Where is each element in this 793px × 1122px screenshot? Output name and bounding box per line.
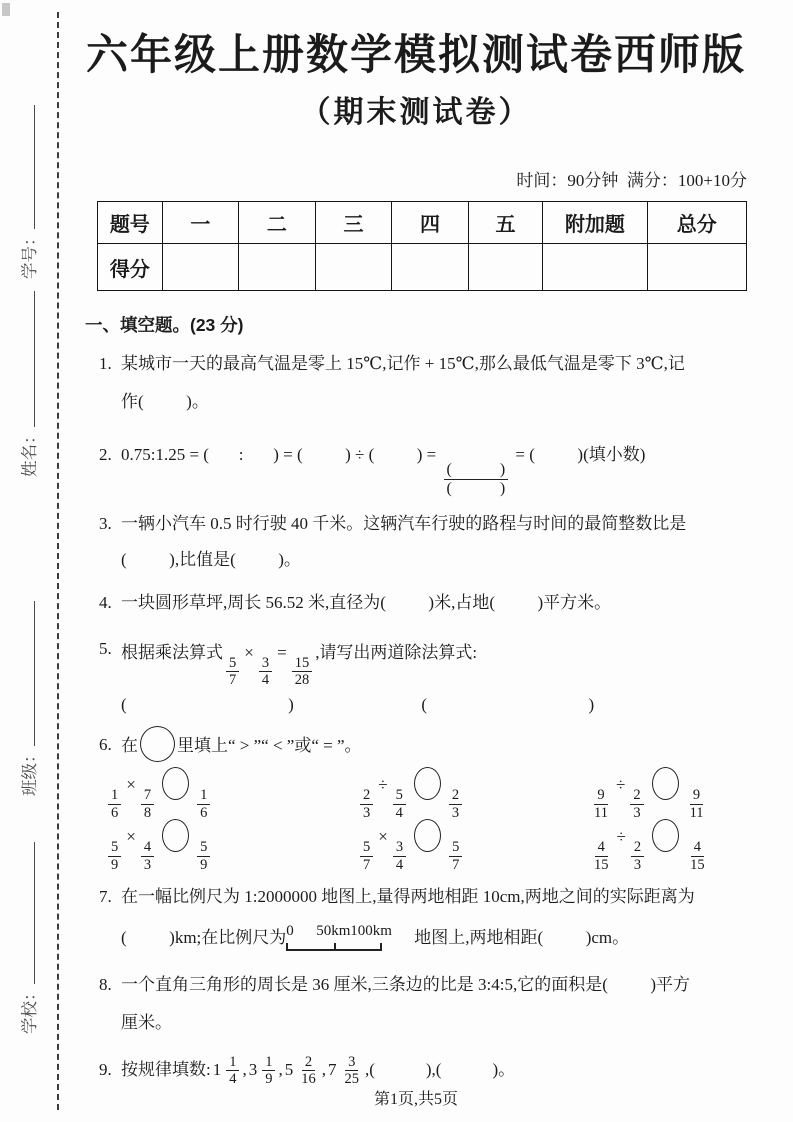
question-3-number: 3. [99,513,112,533]
fill-circle [140,726,175,762]
school-label: 学校： [20,984,39,1034]
question-5 [85,630,747,720]
score-cell [468,244,543,291]
fraction: $\frac{5}{9}$ [108,839,121,872]
score-table-header-row [98,202,747,244]
fraction: $\frac{1}{6}$ [197,787,210,820]
comparison-circle [652,767,679,800]
fraction: $\frac{2}{3}$ [449,787,462,820]
question-3-text-line2: ( ),比值是( )。 [121,549,301,569]
name-blank-line [20,292,35,428]
score-label: 得分 [98,244,163,291]
fraction: 3 25 [344,1053,359,1087]
fraction-denominator: ( ) [446,479,506,497]
page-subtitle: （期末测试卷） [300,96,532,129]
page-number: 第1页,共5页 [373,1091,458,1108]
mixed-number: 1 1 4 [213,1046,243,1094]
question-4 [85,584,747,622]
question-2-text: 0.75:1.25 = ( : ) = ( ) ÷ ( ) = [121,445,441,464]
fraction-numerator: 15 [292,655,313,672]
col-one: 一 [162,202,239,244]
question-1-text-line1: 某城市一天的最高气温是零上 15℃,记作 + 15℃,那么最低气温是零下 3℃,记 [121,354,685,373]
fraction-numerator: ( ) [444,461,509,480]
question-4-number: 4. [99,592,112,612]
comma: , [242,1060,247,1080]
multiply-sign: × [244,642,254,662]
question-7-number: 7. [99,887,112,907]
question-5-text-post: ,请写出两道除法算式: [315,642,478,662]
compare-expression [105,766,357,820]
question-2-number: 2. [99,445,112,464]
paren-fraction [444,461,509,498]
question-7-text-line2b: 地图上,两地相距( )cm。 [414,928,630,948]
compare-expression [588,766,747,820]
fraction: $\frac{1}{6}$ [108,787,121,820]
question-7-text-line1: 在一幅比例尺为 1:2000000 地图上,量得两地相距 10cm,两地之间的实际距离为 [121,887,695,907]
fraction: $\frac{2}{3}$ [360,787,373,820]
fraction: $\frac{2}{3}$ [631,839,644,872]
question-9-number: 9. [99,1060,112,1080]
comparison-circle [414,819,441,852]
class-field [16,602,40,797]
col-two: 二 [239,202,316,244]
student-id-field [16,106,40,280]
question-6 [85,726,747,873]
question-8 [85,966,747,1042]
fraction-numerator: 3 [259,655,272,672]
scale-label-100km: 100km [350,923,392,940]
name-field [16,292,40,478]
score-cell [392,244,469,291]
col-question-number: 题号 [98,202,163,244]
compare-expression [105,818,357,872]
question-2 [85,431,747,498]
fraction: $\frac{9}{11}$ [594,787,608,821]
mixed-number: 7 3 25 [328,1046,365,1094]
left-margin-strip [0,0,56,1122]
question-5-statement [121,630,747,688]
score-table [97,201,747,291]
comma: , [321,1060,326,1080]
question-4-text: 一块圆形草坪,周长 56.52 米,直径为( )米,占地( )平方米。 [121,592,612,612]
fraction-denominator: 28 [294,672,310,689]
col-three: 三 [315,202,392,244]
comparison-circle [162,819,189,852]
mixed-number: 5 2 16 [285,1046,322,1094]
score-cell [543,244,647,291]
question-5-text: 根据乘法算式 [121,642,223,662]
fraction: $\frac{5}{4}$ [393,787,406,820]
answer-blank: ( ) [121,695,294,715]
operator: × [126,827,136,847]
question-8-text-line1: 一个直角三角形的周长是 36 厘米,三条边的比是 3:4:5,它的面积是( )平方 [121,975,691,995]
scale-label-50km: 50km [316,923,351,940]
operator: ÷ [615,775,626,795]
fraction: 2 16 [301,1053,316,1087]
question-7-text-line2a: ( )km;在比例尺为 [121,928,287,948]
name-label: 姓名： [20,427,39,477]
comparison-circle [652,819,679,852]
fraction: 1 4 [226,1054,239,1087]
question-1 [85,345,747,421]
col-bonus: 附加题 [543,202,647,244]
compare-expression [357,818,588,872]
operator: ÷ [616,827,626,847]
operator: × [126,775,136,795]
equals-sign: = [277,642,287,662]
question-7 [85,878,747,960]
fraction: $\frac{9}{11}$ [689,787,704,821]
scale-mid-tick [334,943,336,951]
question-3 [85,506,747,578]
question-5-number: 5. [99,638,112,658]
operator: ÷ [378,775,388,795]
fold-dashed-line [57,12,59,1110]
question-6-text-post: 里填上“ > ”“ < ”或“ = ”。 [177,736,362,756]
question-6-instruction [121,726,747,766]
compare-expression [357,766,588,820]
fraction: $\frac{7}{8}$ [141,787,154,820]
student-id-blank-line [20,106,35,230]
page-title: 六年级上册数学模拟测试卷西师版 [85,33,746,79]
fraction: $\frac{5}{7}$ [449,839,462,872]
comparison-circle [162,767,189,800]
fraction-numerator: 5 [226,655,239,672]
question-8-number: 8. [99,975,112,995]
question-2-text-post: = ( )(填小数) [511,445,646,464]
score-cell [315,244,392,291]
score-cell [647,244,746,291]
question-9-text: 按规律填数: [121,1060,211,1080]
fraction-15-28 [292,655,313,688]
fraction: $\frac{4}{15}$ [594,839,609,873]
col-five: 五 [468,202,543,244]
scale-label-0: 0 [286,923,294,940]
question-6-number: 6. [99,735,112,755]
comma: , [364,1060,370,1080]
fraction: $\frac{5}{7}$ [360,839,373,872]
time-score-info: 时间：90分钟 满分：100+10分 [516,171,747,190]
school-field [16,843,40,1035]
question-9-answer-blanks: ( ),( )。 [369,1060,516,1080]
question-6-row-2 [105,818,747,873]
fraction: $\frac{5}{9}$ [197,839,210,872]
mixed-number: 3 1 9 [249,1046,279,1094]
fraction-5-7 [226,655,239,688]
fraction-denominator: 7 [229,672,237,689]
fraction: 1 9 [262,1054,275,1087]
col-total: 总分 [647,202,746,244]
question-5-answer-blanks [121,690,747,720]
section-1-heading: 一、填空题。(23 分) [85,315,244,335]
comparison-circle [414,767,441,800]
question-8-text-line2: 厘米。 [121,1013,172,1033]
question-6-text: 在 [121,736,138,756]
fraction: $\frac{3}{4}$ [393,839,406,872]
question-1-number: 1. [99,354,112,373]
compare-expression [588,818,747,872]
comma: , [278,1060,283,1080]
col-four: 四 [392,202,469,244]
map-scale-bar [286,923,392,952]
class-blank-line [20,602,35,747]
operator: × [378,827,388,847]
fraction: $\frac{4}{3}$ [141,839,154,872]
question-3-text-line1: 一辆小汽车 0.5 时行驶 40 千米。这辆汽车行驶的路程与时间的最简整数比是 [121,513,687,533]
fraction-3-4 [259,655,272,688]
question-1-text-line2: 作( )。 [121,392,209,411]
exam-page [85,0,747,1108]
school-blank-line [20,843,35,985]
score-cell [162,244,239,291]
fraction: $\frac{2}{3}$ [630,787,643,820]
score-table-score-row [98,244,747,291]
answer-blank: ( ) [421,695,595,715]
fraction: $\frac{4}{15}$ [690,839,705,873]
class-label: 班级： [20,746,39,796]
fraction-denominator: 4 [261,672,270,689]
student-id-label: 学号： [20,229,39,279]
score-cell [239,244,316,291]
question-6-row-1 [105,766,747,821]
blank-gap [294,695,422,714]
